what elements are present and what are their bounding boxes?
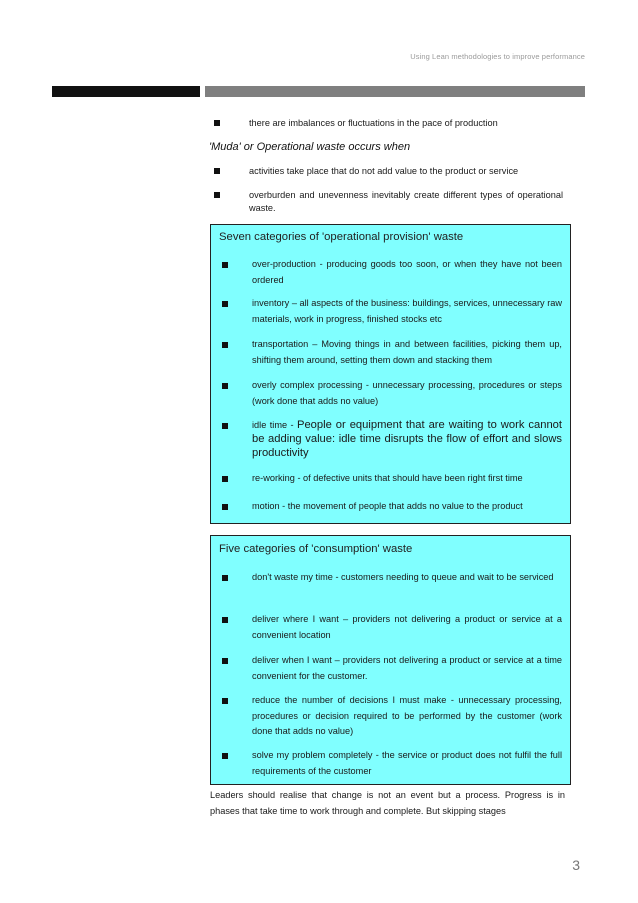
bullet-square-icon [222,383,228,389]
bullet-square-icon [222,301,228,307]
bullet-square-icon [222,262,228,268]
bullet-square-icon [222,753,228,759]
page-number: 3 [572,857,580,873]
bullet-square-icon [222,575,228,581]
running-header: Using Lean methodologies to improve performance [410,52,585,61]
list-item: overburden and unevenness inevitably create different types of operational waste. [209,189,565,217]
bullet-square-icon [214,168,220,174]
muda-heading: 'Muda' or Operational waste occurs when [209,141,411,153]
idle-time-prefix: idle time - [252,420,297,430]
box-title: Seven categories of 'operational provision' waste [219,231,464,243]
bullet-square-icon [222,476,228,482]
bullet-square-icon [222,342,228,348]
bullet-square-icon [222,658,228,664]
box-title: Five categories of 'consumption' waste [219,543,413,555]
bullet-square-icon [214,192,220,198]
bullet-square-icon [222,423,228,429]
header-rule-dark [52,86,200,97]
bullet-square-icon [222,698,228,704]
idle-time-text: People or equipment that are waiting to work cannot be adding value: idle time disrupts the flow of effort and slows productivity [252,419,562,459]
consumption-waste-box: Five categories of 'consumption' waste don't waste my time - customers needing to queue and wait to be serviced deliver where I want – providers not delivering a product or service at a convenient location deliver when I want – providers not delivering a product or service at a time convenient for the customer. reduce the number of decisions I must make - unnecessary processing, procedures or decision required to be performed by the customer (work done that adds no value) solve my problem completely - the service or product does not fulfil the full requirements of the customer [210,535,571,785]
bullet-square-icon [222,504,228,510]
bullet-square-icon [222,617,228,623]
closing-paragraph: Leaders should realise that change is not an event but a process. Progress is in phases that take time to work through and complete. But skipping stages [210,790,565,816]
operational-waste-box: Seven categories of 'operational provision' waste over-production - producing goods too soon, or when they have not been ordered inventory – all aspects of the business: buildings, services, unnecessary raw materials, work in progress, finished stocks etc transportation – Moving things in and between facilities, picking them up, shifting them around, setting them down and stacking them overly complex processing - unnecessary processing, procedures or steps (work done that adds no value) idle time - People or equipment that are waiting to work cannot be adding value: idle time disrupts the flow of effort and slows productivity re-working - of defective units that should have been right first time motion - the movement of people that adds no value to the product [210,224,571,524]
header-rule-grey [205,86,585,97]
bullet-square-icon [214,120,220,126]
